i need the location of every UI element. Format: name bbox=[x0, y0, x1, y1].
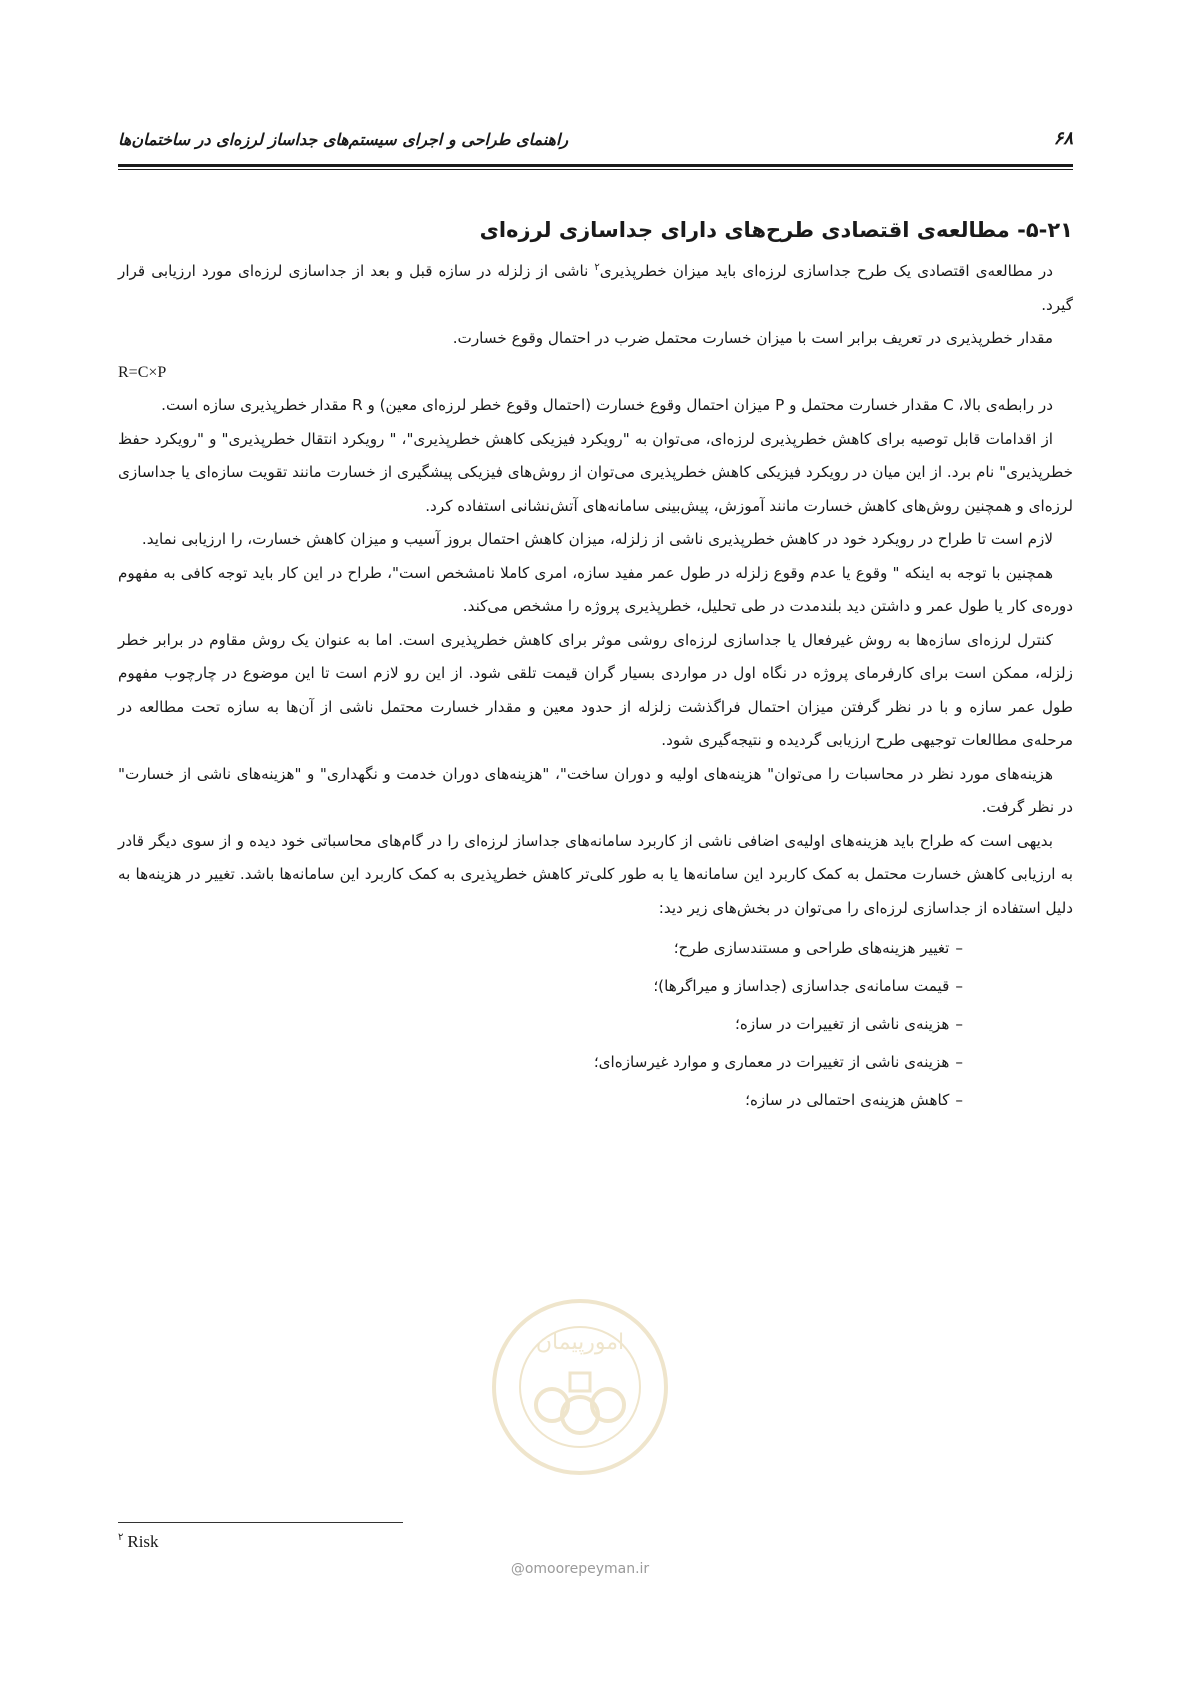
paragraph-1 bbox=[118, 255, 1073, 322]
footnote-rule bbox=[118, 1522, 403, 1523]
paragraph-5: لازم است تا طراح در رویکرد خود در کاهش خطرپذیری ناشی از زلزله، میزان کاهش احتمال بروز آسیب و میزان کاهش خسارت، را ارزیابی نماید. bbox=[141, 530, 1053, 548]
paragraph-1-start: در مطالعه‌ی اقتصادی یک طرح جداسازی لرزه‌ای باید میزان خطرپذیری bbox=[599, 262, 1054, 280]
paragraph-8: هزینه‌های مورد نظر در محاسبات را می‌توان" هزینه‌های اولیه و دوران ساخت"، "هزینه‌های دوران خدمت و نگهداری" و "هزینه‌های ناشی از خسارت" در نظر گرفت. bbox=[118, 764, 1073, 816]
risk-formula: R=C×P bbox=[118, 363, 167, 381]
page-header bbox=[118, 128, 1073, 162]
list-item: –تغییر هزینه‌های طراحی و مستندسازی طرح؛ bbox=[673, 939, 963, 957]
paragraph-2: مقدار خطرپذیری در تعریف برابر است با میزان خسارت محتمل ضرب در احتمال وقوع خسارت. bbox=[452, 329, 1053, 347]
cost-change-list bbox=[118, 929, 1073, 1119]
watermark-seal-icon bbox=[490, 1297, 670, 1477]
section-title: ۵-۲۱- مطالعه‌ی اقتصادی طرح‌های دارای جداسازی لرزه‌ای bbox=[479, 218, 1073, 242]
list-item: –کاهش هزینه‌ی احتمالی در سازه؛ bbox=[745, 1091, 963, 1109]
footnote-text: Risk bbox=[127, 1532, 159, 1551]
header-rule-thick bbox=[118, 164, 1073, 167]
footnote-number: ۲ bbox=[118, 1532, 124, 1544]
list-dash: – bbox=[955, 1053, 963, 1071]
watermark-url: @omoorepeyman.ir bbox=[510, 1561, 650, 1577]
paragraph-9: بدیهی است که طراح باید هزینه‌های اولیه‌ی اضافی ناشی از کاربرد سامانه‌های جداساز لرزه‌ای را در گام‌های محاسباتی خود دیده و از سوی دیگر قادر به ارزیابی کاهش خسارت محتمل به کمک کاربرد این سامانه‌ها یا به طور کلی‌تر کاهش خطرپذیری به کمک کاربرد این سامانه‌ها باشد. تغییر در هزینه‌ها به دلیل استفاده از جداسازی لرزه‌ای را می‌توان در بخش‌های زیر دید: bbox=[118, 831, 1073, 917]
page-number: ۶۸ bbox=[1053, 128, 1073, 149]
paragraph-6: همچنین با توجه به اینکه " وقوع یا عدم وقوع زلزله در طول عمر مفید سازه، امری کاملا نامشخص است"، طراح در این کار باید توجه کافی به مفهوم دوره‌ی کار یا طول عمر و داشتن دید بلندمدت در طی تحلیل، خطرپذیری پروژه را مشخص می‌کند. bbox=[118, 563, 1073, 615]
main-content bbox=[118, 215, 1073, 1119]
list-dash: – bbox=[955, 1015, 963, 1033]
running-title: راهنمای طراحی و اجرای سیستم‌های جداساز لرزه‌ای در ساختمان‌ها bbox=[118, 130, 569, 149]
watermark-brand: امورپیمان bbox=[535, 1330, 625, 1355]
list-dash: – bbox=[955, 977, 963, 995]
footnote-ref[interactable]: ۲ bbox=[594, 261, 600, 273]
paragraph-3: در رابطه‌ی بالا، C مقدار خسارت محتمل و P میزان احتمال وقوع خسارت (احتمال وقوع خطر لرزه‌ای معین) و R مقدار خطرپذیری سازه است. bbox=[161, 396, 1053, 414]
header-rule-thin bbox=[118, 169, 1073, 170]
list-item: –هزینه‌ی ناشی از تغییرات در معماری و موارد غیرسازه‌ای؛ bbox=[593, 1053, 963, 1071]
paragraph-1-end: ناشی از زلزله در سازه قبل و بعد از جداسازی لرزه‌ای مورد ارزیابی قرار گیرد. bbox=[118, 262, 1073, 314]
paragraph-4: از اقدامات قابل توصیه برای کاهش خطرپذیری لرزه‌ای، می‌توان به "رویکرد فیزیکی کاهش خطرپذیری"، " رویکرد انتقال خطرپذیری" و "رویکرد حفظ خطرپذیری" نام برد. از این میان در رویکرد فیزیکی کاهش خطرپذیری می‌توان از روش‌های فیزیکی پیشگیری از خسارت مانند تقویت سازه‌ای یا جداسازی لرزه‌ای و همچنین روش‌های کاهش خسارت مانند آموزش، پیش‌بینی سامانه‌های آتش‌نشانی استفاده کرد. bbox=[118, 429, 1073, 515]
footnote bbox=[118, 1532, 159, 1552]
list-dash: – bbox=[955, 1091, 963, 1109]
list-item: –هزینه‌ی ناشی از تغییرات در سازه؛ bbox=[735, 1015, 963, 1033]
paragraph-7: کنترل لرزه‌ای سازه‌ها به روش غیرفعال یا جداسازی لرزه‌ای روشی موثر برای کاهش خطرپذیری است. اما به عنوان یک روش مقاوم در برابر خطر زلزله، ممکن است برای کارفرمای پروژه در نگاه اول در مواردی بسیار گران قیمت تلقی شود. از این رو لازم است تا این موضوع در چارچوب مفهوم طول عمر سازه و با در نظر گرفتن میزان احتمال فراگذشت زلزله از حدود معین و مقدار خسارت محتمل ناشی از آن‌ها به سازه تحت مطالعه در مرحله‌ی مطالعات توجیهی طرح ارزیابی گردیده و نتیجه‌گیری شود. bbox=[118, 630, 1073, 749]
list-dash: – bbox=[955, 939, 963, 957]
list-item: –قیمت سامانه‌ی جداسازی (جداساز و میراگرها)؛ bbox=[653, 977, 963, 995]
